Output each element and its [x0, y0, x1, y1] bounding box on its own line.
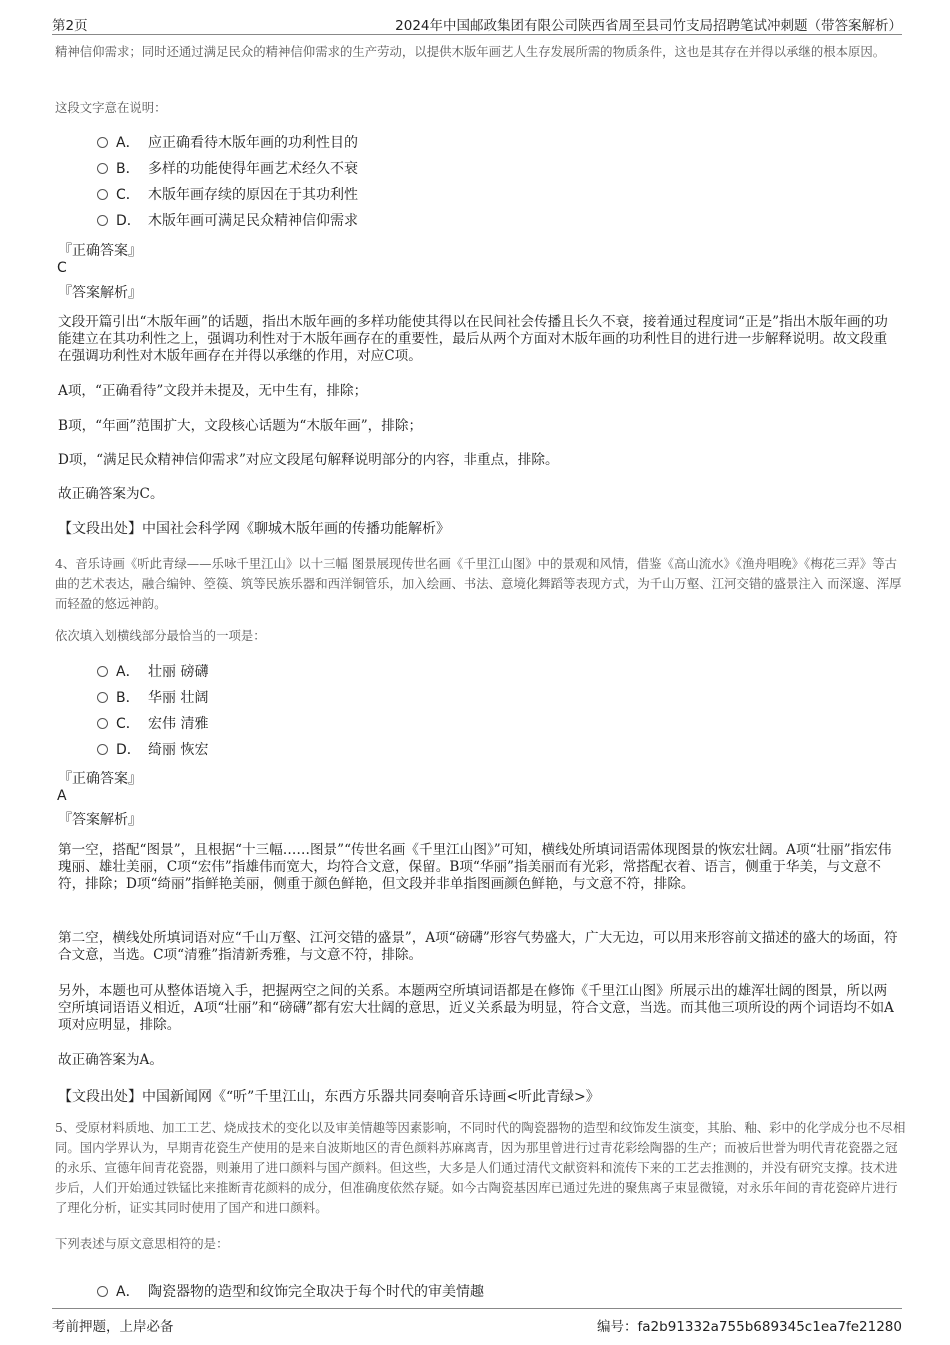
q4-option-b[interactable]: B． 华丽 壮阔 — [97, 687, 208, 709]
q4-option-d[interactable]: D． 绮丽 恢宏 — [97, 739, 208, 761]
q4-source: 【文段出处】中国新闻网《“听”千里江山，东西方乐器共同奏响音乐诗画<听此青绿>》 — [58, 1089, 600, 1105]
q3-analysis-para: B项，“年画”范围扩大，文段核心话题为“木版年画”，排除； — [58, 418, 423, 434]
q3-analysis-para: D项，“满足民众精神信仰需求”对应文段尾句解释说明部分的内容，非重点，排除。 — [58, 452, 559, 468]
q3-answer: C — [57, 260, 67, 276]
q3-analysis-para: 故正确答案为C。 — [58, 486, 164, 502]
q4-analysis-para: 第二空，横线处所填词语对应“千山万壑、江河交错的盛景”，A项“磅礴”形容气势盛大，广大无边，可以用来形容前文描述的盛大的场面，符合文意，当选。C项“清雅”指清新秀雅，与文意不符，排除。 — [58, 930, 898, 963]
q4-analysis-para: 故正确答案为A。 — [58, 1052, 163, 1068]
q5-passage: 5、受原材料质地、加工工艺、烧成技术的变化以及审美情趣等因素影响，不同时代的陶瓷器物的造型和纹饰发生演变，其胎、釉、彩中的化学成分也不尽相同。国内学界认为，早期青花瓷生产使用的是来自波斯地区的青色颜料苏麻离青，因为那里曾进行过青花彩绘陶器的生产；而被后世誉为明代青花瓷器之冠的永乐、宣德年间青花瓷器，则兼用了进口颜料与国产颜料。但这些，大多是人们通过清代文献资料和流传下来的工艺去推测的，并没有研究支撑。技术进步后，人们开始通过铁锰比来推断青花颜料的成分，但准确度依然存疑。如今古陶瓷基因库已通过先进的聚焦离子束显微镜，对永乐年间的青花瓷碎片进行了理化分析，证实其同时使用了国产和进口颜料。 — [55, 1120, 906, 1215]
radio-icon[interactable] — [97, 718, 108, 729]
q3-option-c[interactable]: C． 木版年画存续的原因在于其功利性 — [97, 184, 358, 206]
q3-answer-label: 『正确答案』 — [58, 243, 142, 259]
q3-source: 【文段出处】中国社会科学网《聊城木版年画的传播功能解析》 — [58, 521, 450, 537]
q3-analysis-para: A项，“正确看待”文段并未提及，无中生有，排除； — [58, 383, 368, 399]
radio-icon[interactable] — [97, 215, 108, 226]
radio-icon[interactable] — [97, 666, 108, 677]
q4-analysis-para: 第一空，搭配“图景”，且根据“十三幅……图景”“传世名画《千里江山图》”可知，横线处所填词语需体现图景的恢宏壮阔。A项“壮丽”指宏伟瑰丽、雄壮美丽，C项“宏伟”指雄伟而宽大，均符合文意，保留。B项“华丽”指美丽而有光彩，常搭配衣着、语言，侧重于华美，与文意不符，排除；D项“绮丽”指鲜艳美丽，侧重于颜色鲜艳，但文段并非单指图画颜色鲜艳，与文意不符，排除。 — [58, 842, 892, 892]
q4-option-a[interactable]: A． 壮丽 磅礴 — [97, 661, 208, 683]
q4-answer: A — [57, 788, 67, 804]
radio-icon[interactable] — [97, 137, 108, 148]
radio-icon[interactable] — [97, 1286, 108, 1297]
page-footer — [52, 1308, 902, 1339]
q4-prompt: 依次填入划横线部分最恰当的一项是： — [55, 628, 266, 643]
q3-option-a[interactable]: A． 应正确看待木版年画的功利性目的 — [97, 132, 358, 154]
q4-analysis-label: 『答案解析』 — [58, 812, 142, 828]
q5-prompt: 下列表述与原文意思相符的是： — [55, 1236, 229, 1251]
q4-answer-label: 『正确答案』 — [58, 771, 142, 787]
radio-icon[interactable] — [97, 189, 108, 200]
q3-analysis-para: 文段开篇引出“木版年画”的话题，指出木版年画的多样功能使其得以在民间社会传播且长久不衰，接着通过程度词“正是”指出木版年画的功能建立在其功利性之上，强调功利性对于木版年画存在的重要性，最后从两个方面对木版年画的功利性目的进行进一步解释说明。故文段重在强调功利性对木版年画存在并得以承继的作用，对应C项。 — [58, 314, 888, 364]
page-header — [52, 12, 902, 35]
q3-option-b[interactable]: B． 多样的功能使得年画艺术经久不衰 — [97, 158, 358, 180]
q4-option-c[interactable]: C． 宏伟 清雅 — [97, 713, 208, 735]
q4-passage: 4、音乐诗画《听此青绿——乐咏千里江山》以十三幅 图景展现传世名画《千里江山图》中的景观和风情，借鉴《高山流水》《渔舟唱晚》《梅花三弄》等古曲的艺术表达，融合编钟、箜篌、筑等民族乐器和西洋铜管乐，加入绘画、书法、意境化舞蹈等表现方式，为千山万壑、江河交错的盛景注入 而深邃、浑厚而轻盈的悠远神韵。 — [55, 556, 902, 611]
q3-passage-tail: 精神信仰需求；同时还通过满足民众的精神信仰需求的生产劳动，以提供木版年画艺人生存发展所需的物质条件，这也是其存在并得以承继的根本原因。 — [55, 44, 886, 59]
footer-slogan: 考前押题，上岸必备 — [52, 1319, 174, 1335]
radio-icon[interactable] — [97, 692, 108, 703]
q5-option-a[interactable]: A． 陶瓷器物的造型和纹饰完全取决于每个时代的审美情趣 — [97, 1281, 484, 1303]
document-title: 2024年中国邮政集团有限公司陕西省周至县司竹支局招聘笔试冲刺题（带答案解析） — [395, 18, 902, 34]
q3-analysis-label: 『答案解析』 — [58, 285, 142, 301]
radio-icon[interactable] — [97, 744, 108, 755]
document-id: 编号：fa2b91332a755b689345c1ea7fe21280 — [597, 1319, 902, 1335]
page-number: 第2页 — [52, 18, 88, 34]
radio-icon[interactable] — [97, 163, 108, 174]
q3-prompt: 这段文字意在说明： — [55, 100, 167, 115]
q3-option-d[interactable]: D． 木版年画可满足民众精神信仰需求 — [97, 210, 358, 232]
q4-analysis-para: 另外，本题也可从整体语境入手，把握两空之间的关系。本题两空所填词语都是在修饰《千里江山图》所展示出的雄浑壮阔的图景，所以两空所填词语语义相近，A项“壮丽”和“磅礴”都有宏大壮阔的意思，近义关系最为明显，符合文意，当选。而其他三项所设的两个词语均不如A项对应明显，排除。 — [58, 983, 894, 1033]
